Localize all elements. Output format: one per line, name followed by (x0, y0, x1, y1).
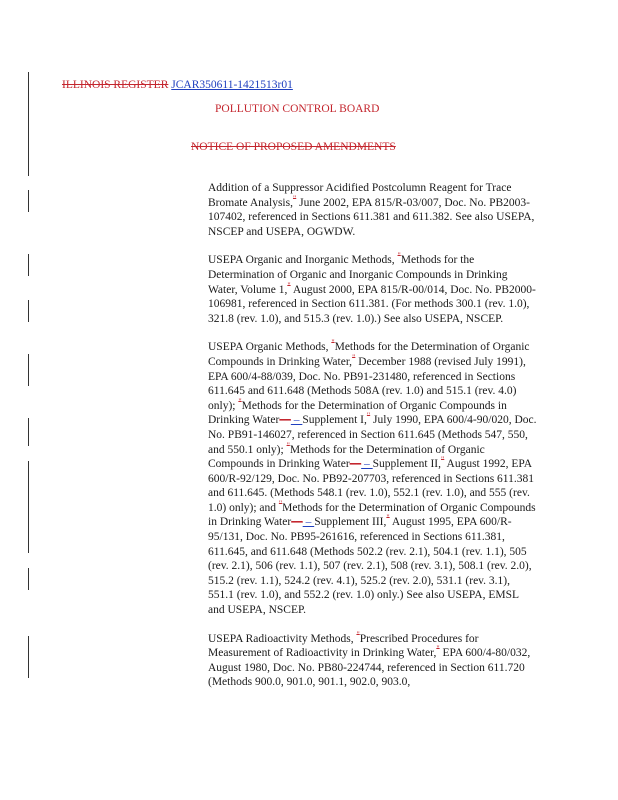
text: Methods for the Determination of Organic Compounds in Drinking Water, (208, 341, 530, 368)
text: August 1992, EPA 600/R-92/129, Doc. No. PB92-207703, referenced in Sections 611.381 and 611.645. (Methods 548.1 (rev. 1.0), 552.1 (rev. 1.0), and 555 (rev. 1.0) only); and (208, 458, 534, 514)
deleted-quote: " (331, 338, 335, 348)
deleted-quote: " (356, 629, 360, 639)
deleted-quote: " (397, 251, 401, 261)
text: USEPA Organic Methods, (208, 341, 332, 354)
revision-bar (28, 300, 29, 322)
revision-bar (28, 461, 29, 553)
inserted-dash: – (290, 414, 303, 427)
text: Methods for the Determination of Organic Compounds in Drinking Water (208, 399, 507, 427)
text: June 2002, EPA 815/R-03/007, Doc. No. PB2003-107402, referenced in Sections 611.381 and 611.382. See also USEPA, NSCEP and USEPA, OGWDW. (208, 196, 535, 238)
header-inserted-text: JCAR350611-1421513r01 (171, 79, 293, 91)
revision-bar (28, 636, 29, 678)
revision-bar (28, 72, 29, 176)
text: Supplement III, (314, 516, 387, 529)
notice-title: NOTICE OF PROPOSED AMENDMENTS (191, 141, 396, 153)
revision-bar (28, 354, 29, 386)
text: Methods for the Determination of Organic and Inorganic Compounds in Drinking Water, Volume 1, (208, 254, 508, 296)
deleted-quote: " (287, 280, 291, 290)
text: Methods for the Determination of Organic Compounds in Drinking Water (208, 443, 485, 471)
paragraph-bromate (208, 181, 538, 239)
inserted-dash: – (302, 516, 315, 529)
revision-bar (28, 254, 29, 276)
deleted-quote: " (366, 411, 371, 421)
deleted-dash: — (279, 414, 291, 427)
revision-bar (28, 568, 29, 590)
text: Supplement II, (372, 458, 442, 471)
text: EPA 600/4-80/032, August 1980, Doc. No. PB80-224744, referenced in Section 611.720 (Methods 900.0, 901.0, 901.1, 902.0, 903.0, (208, 647, 531, 689)
text: December 1988 (revised July 1991), EPA 600/4-88/039, Doc. No. PB91-231480, referenced in Sections 611.645 and 611.648 (Methods 508A (rev. 1.0) and 515.1 (rev. 4.0) only); (208, 355, 526, 412)
board-title: POLLUTION CONTROL BOARD (215, 103, 380, 115)
deleted-quote: " (286, 440, 290, 450)
deleted-dash: — (349, 458, 362, 471)
text: Supplement I, (302, 414, 367, 427)
text: July 1990, EPA 600/4-90/020, Doc. No. PB91-146027, referenced in Section 611.645 (Methods 547, 550, and 550.1 only); (208, 414, 537, 456)
revision-bar (28, 418, 29, 446)
deleted-dash: — (291, 516, 303, 529)
paragraph-radioactivity (208, 629, 538, 690)
inserted-dash: – (361, 458, 373, 471)
deleted-quote: " (352, 353, 356, 363)
deleted-quote: " (292, 193, 297, 203)
paragraph-organic-methods (208, 340, 538, 617)
text: August 1995, EPA 600/R-95/131, Doc. No. PB95-261616, referenced in Sections 611.381, 611.645, and 611.648 (Methods 502.2 (rev. 2.1), 504.1 (rev. 1.1), 505 (rev. 2.1), 506 (rev. 1.1), 507 (rev. 2.1), 508 (rev. 3.1), 508.1 (rev. 2.0), 515.2 (rev. 1.1), 524.2 (rev. 4.1), 525.2 (rev. 2.0), 531.1 (rev. 3.1), 551.1 (rev. 1.0), and 552.2 (rev. 1.0) only.) See also USEPA, EMSL and USEPA, NSCEP. (208, 516, 532, 617)
revision-bar (28, 190, 29, 212)
deleted-quote: " (441, 455, 445, 465)
text: August 2000, EPA 815/R-00/014, Doc. No. PB2000-106981, referenced in Section 611.381. (For methods 300.1 (rev. 1.0), 321.8 (rev. 1.0), and 515.3 (rev. 1.0).) See also USEPA, NSCEP. (208, 283, 536, 325)
page-header (62, 79, 293, 91)
text: Addition of a Suppressor Acidified Postcolumn Reagent for Trace Bromate Analysis, (208, 182, 512, 209)
document-body (208, 181, 538, 704)
deleted-quote: " (278, 499, 283, 509)
paragraph-organic-inorganic (208, 253, 538, 326)
text: USEPA Radioactivity Methods, (208, 632, 357, 645)
deleted-quote: " (436, 644, 440, 654)
deleted-quote: " (238, 396, 242, 406)
text: Methods for the Determination of Organic Compounds in Drinking Water (208, 501, 536, 529)
deleted-quote: " (386, 513, 390, 523)
text: USEPA Organic and Inorganic Methods, (208, 254, 398, 267)
header-deleted-text: ILLINOIS REGISTER (62, 79, 169, 91)
text: Prescribed Procedures for Measurement of Radioactivity in Drinking Water, (208, 632, 479, 660)
